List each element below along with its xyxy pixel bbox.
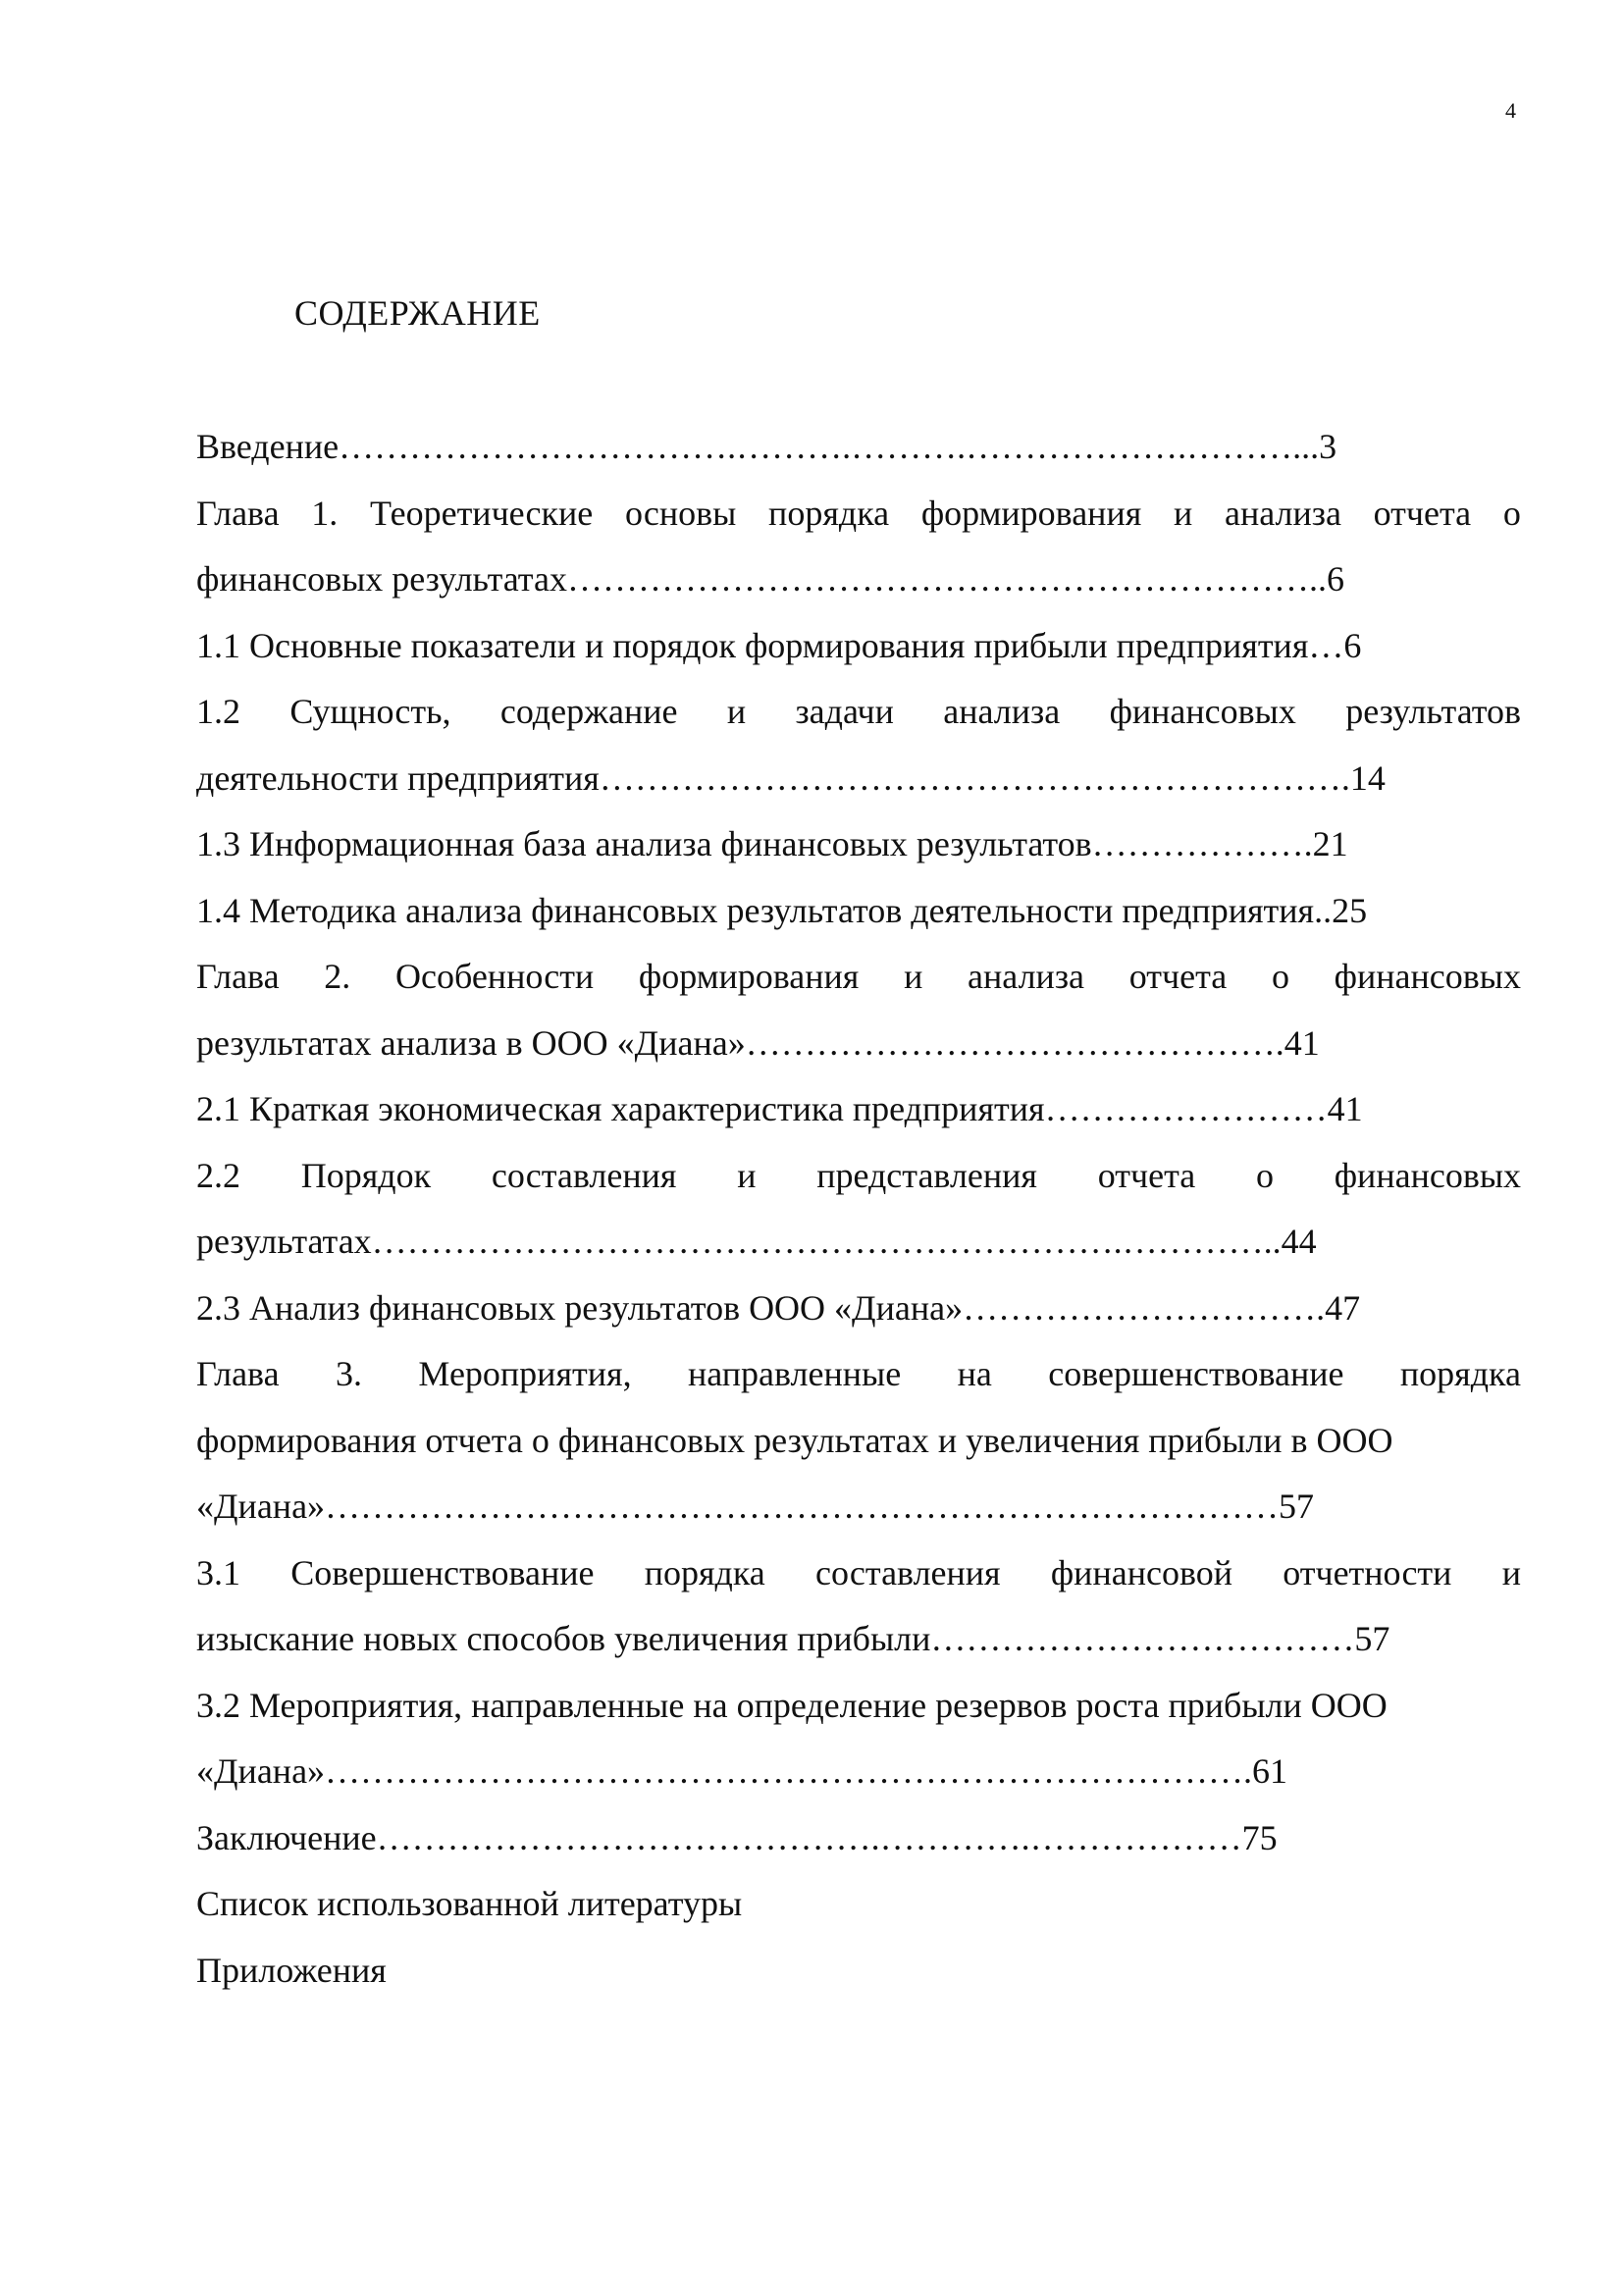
toc-word: отчетности xyxy=(1283,1552,1452,1592)
toc-line: 1.4 Методика анализа финансовых результатов деятельности предприятия..25 xyxy=(196,890,1368,930)
toc-line: Список использованной литературы xyxy=(196,1884,743,1923)
toc-word: и xyxy=(1173,493,1193,533)
toc-word: анализа xyxy=(1224,493,1341,533)
toc-word: совершенствование xyxy=(1048,1354,1344,1393)
toc-word: и xyxy=(726,692,747,731)
toc-word: составления xyxy=(491,1155,677,1195)
toc-word: о xyxy=(1271,957,1289,996)
toc-word: Глава xyxy=(196,493,280,533)
toc-line: «Диана»…………………………………………………………………….61 xyxy=(196,1751,1288,1791)
toc-word: Глава xyxy=(196,1354,280,1393)
toc-word: отчета xyxy=(1097,1155,1196,1195)
toc-word: формирования xyxy=(638,957,860,996)
toc-line: 1.3 Информационная база анализа финансовых результатов……………….21 xyxy=(196,824,1348,863)
toc-line: Приложения xyxy=(196,1950,387,1990)
toc-line: Заключение…………………………………….………….………………75 xyxy=(196,1817,1278,1857)
toc-word: формирования xyxy=(920,493,1142,533)
toc-word: Глава xyxy=(196,957,280,996)
toc-word: порядка xyxy=(644,1552,765,1592)
toc-line xyxy=(196,944,1521,1011)
toc-word: отчета xyxy=(1373,493,1472,533)
toc-word: составления xyxy=(815,1552,1001,1592)
toc-word: 1.2 xyxy=(196,692,240,731)
page-number: 4 xyxy=(1505,98,1516,123)
toc-word: на xyxy=(957,1354,992,1393)
toc-word: финансовых xyxy=(1334,1155,1521,1195)
toc-word: направленные xyxy=(688,1354,902,1393)
toc-line: «Диана»………………………………………………………………………57 xyxy=(196,1487,1315,1526)
toc-line: 2.1 Краткая экономическая характеристика предприятия……………………41 xyxy=(196,1089,1363,1128)
toc-word: Теоретические xyxy=(370,493,594,533)
toc-word: представления xyxy=(816,1155,1037,1195)
toc-line: формирования отчета о финансовых результатах и увеличения прибыли в ООО xyxy=(196,1420,1393,1460)
toc-line xyxy=(196,1143,1521,1210)
toc-word: задачи xyxy=(795,692,894,731)
toc-word: 3.1 xyxy=(196,1552,240,1592)
toc-line: Введение…………………………….……….……….……………….………...3 xyxy=(196,427,1337,466)
table-of-contents xyxy=(196,414,1521,2004)
toc-word: о xyxy=(1502,493,1521,533)
toc-word: финансовых xyxy=(1334,957,1521,996)
toc-word: и xyxy=(737,1155,757,1195)
toc-line: деятельности предприятия……………………………………………………….14 xyxy=(196,757,1386,798)
toc-word: Сущность, xyxy=(289,692,451,731)
toc-word: финансовой xyxy=(1050,1552,1232,1592)
toc-word: результатов xyxy=(1345,692,1521,731)
toc-line: 3.2 Мероприятия, направленные на определение резервов роста прибыли ООО xyxy=(196,1685,1388,1725)
toc-word: порядка xyxy=(768,493,890,533)
toc-word: Особенности xyxy=(395,957,595,996)
toc-word: отчета xyxy=(1128,957,1228,996)
toc-word: 2.2 xyxy=(196,1155,240,1195)
toc-word: анализа xyxy=(943,692,1061,731)
toc-word: порядка xyxy=(1399,1354,1521,1393)
toc-line xyxy=(196,481,1521,548)
toc-word: Совершенствование xyxy=(290,1552,595,1592)
toc-line: 2.3 Анализ финансовых результатов ООО «Диана»………………………….47 xyxy=(196,1287,1361,1328)
toc-word: анализа xyxy=(968,957,1085,996)
toc-word: 3. xyxy=(335,1354,362,1393)
toc-word: 1. xyxy=(311,493,339,533)
toc-line: результатах……………………………………………………….…………..44 xyxy=(196,1222,1317,1261)
toc-word: о xyxy=(1255,1155,1274,1195)
toc-line: финансовых результатах………………………………………………………..6 xyxy=(196,559,1344,599)
toc-line: изыскание новых способов увеличения прибыли………………………………57 xyxy=(196,1619,1390,1658)
toc-title: СОДЕРЖАНИЕ xyxy=(294,293,541,333)
toc-line xyxy=(196,679,1521,746)
toc-line: 1.1 Основные показатели и порядок формирования прибыли предприятия…6 xyxy=(196,625,1362,665)
toc-word: содержание xyxy=(499,692,678,731)
toc-line xyxy=(196,1540,1521,1607)
toc-word: Порядок xyxy=(300,1155,432,1195)
toc-word: финансовых xyxy=(1109,692,1296,731)
toc-line xyxy=(196,1341,1521,1408)
toc-line: результатах анализа в ООО «Диана»……………………………………….41 xyxy=(196,1022,1320,1063)
toc-word: 2. xyxy=(324,957,351,996)
toc-word: Мероприятия, xyxy=(418,1354,632,1393)
toc-word: и xyxy=(1501,1552,1521,1592)
toc-word: основы xyxy=(625,493,737,533)
toc-word: и xyxy=(904,957,923,996)
